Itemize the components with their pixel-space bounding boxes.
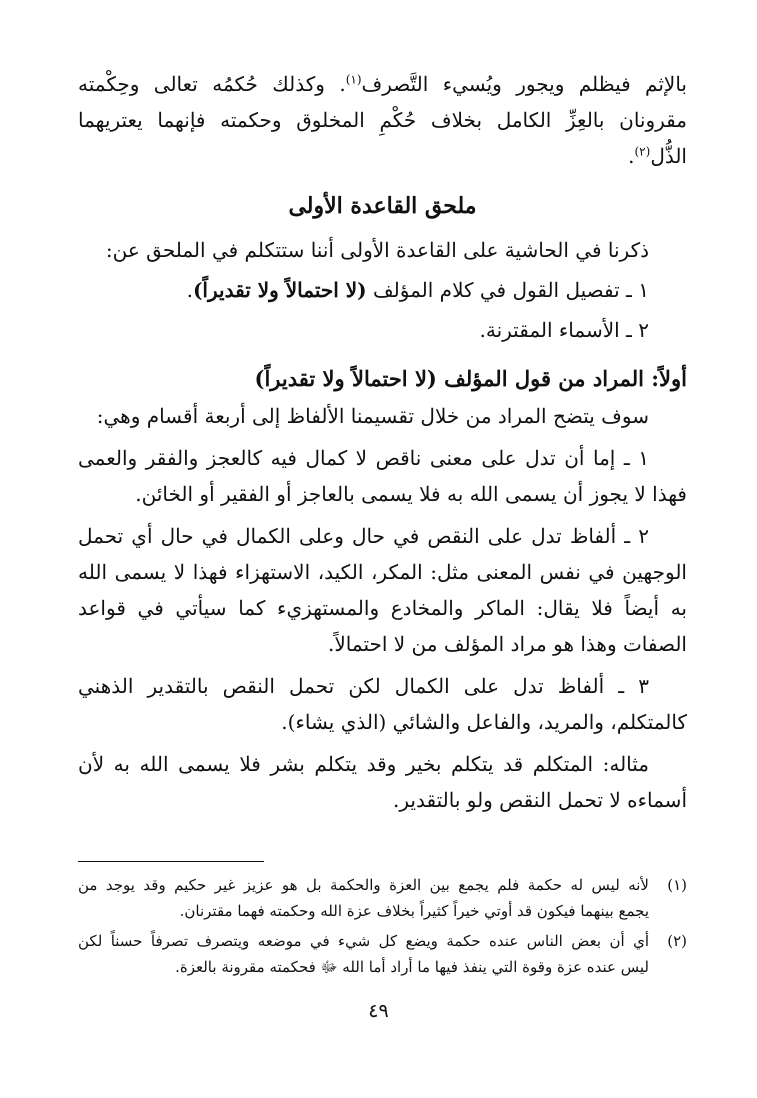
paragraph-3-line-3: به أيضاً فلا يقال: الماكر والمخادع والمستهزيء كما سيأتي في قواعد bbox=[78, 596, 687, 620]
intro-line-1 bbox=[78, 66, 687, 102]
intro-line-3-text: الذُّل bbox=[650, 144, 687, 168]
footnote-1 bbox=[78, 872, 687, 924]
paragraph-1: سوف يتضح المراد من خلال تقسيمنا الألفاظ إلى أربعة أقسام وهي: bbox=[96, 404, 649, 428]
footnote-2-line-1 bbox=[78, 928, 687, 954]
main-text bbox=[78, 398, 687, 818]
footnote-2 bbox=[78, 928, 687, 980]
appendix-list bbox=[78, 232, 687, 348]
paragraph-2-line-2: فهذا لا يجوز أن يسمى الله به فلا يسمى بالعاجز أو الفقير أو الخائن. bbox=[135, 482, 687, 506]
intro-line-2: مقرونان بالعِزِّ الكامل بخلاف حُكْمِ المخلوق وحكمته فإنهما يعتريهما bbox=[78, 108, 687, 132]
footnote-1-number: (١) bbox=[667, 876, 687, 894]
paragraph-4-line-1: ٣ ـ ألفاظ تدل على الكمال لكن تحمل النقص بالتقدير الذهني bbox=[78, 674, 649, 698]
footnote-divider bbox=[78, 861, 264, 862]
paragraph-4-line-2: كالمتكلم، والمريد، والفاعل والشائي (الذي يشاء). bbox=[281, 710, 687, 734]
intro-line-1-text: بالإثم فيظلم ويجور ويُسيء التَّصرف bbox=[361, 72, 687, 96]
appendix-intro: ذكرنا في الحاشية على القاعدة الأولى أننا ستتكلم في الملحق عن: bbox=[105, 238, 649, 262]
intro-line-3-tail: . bbox=[628, 144, 635, 168]
footnote-2-line-2: ليس عنده عزة وقوة التي ينفذ فيها ما أراد أما الله ﷻ فحكمته مقرونة بالعزة. bbox=[175, 958, 649, 976]
page-body bbox=[78, 66, 687, 818]
intro-paragraph bbox=[78, 66, 687, 174]
appendix-item-1-bold: (لا احتمالاً ولا تقديراً) bbox=[192, 278, 367, 302]
paragraph-3-line-2: الوجهين في نفس المعنى مثل: المكر، الكيد، الاستهزاء فهذا لا يسمى الله bbox=[78, 560, 687, 584]
footnote-ref-1[interactable]: (١) bbox=[345, 72, 362, 87]
footnotes bbox=[78, 872, 687, 980]
paragraph-3-line-4: الصفات وهذا هو مراد المؤلف من لا احتمالاً. bbox=[328, 632, 687, 656]
footnote-1-text-1: لأنه ليس له حكمة فلم يجمع بين العزة والحكمة بل هو عزيز غير حكيم وقد يوجد من bbox=[78, 876, 649, 894]
footnote-2-text-1: أي أن بعض الناس عنده حكمة ويضع كل شيء في موضعه ويتصرف تصرفاً حسناً لكن bbox=[78, 932, 649, 950]
intro-line-3 bbox=[78, 138, 687, 174]
footnote-ref-2[interactable]: (٢) bbox=[634, 144, 651, 159]
appendix-item-1-suffix: . bbox=[186, 278, 193, 302]
footnote-1-line-1 bbox=[78, 872, 687, 898]
page-number: ٤٩ bbox=[368, 1000, 389, 1022]
intro-line-1-tail: . وكذلك حُكمُه تعالى وحِكْمته bbox=[78, 72, 346, 96]
paragraph-5-line-1: مثاله: المتكلم قد يتكلم بخير وقد يتكلم بشر فلا يسمى الله به لأن bbox=[78, 752, 649, 776]
subheading: أولاً: المراد من قول المؤلف (لا احتمالاً ولا تقديراً) bbox=[254, 366, 687, 391]
appendix-item-1-prefix: ١ ـ تفصيل القول في كلام المؤلف bbox=[366, 278, 649, 302]
paragraph-5-line-2: أسماءه لا تحمل النقص ولو بالتقدير. bbox=[393, 788, 687, 812]
paragraph-3-line-1: ٢ ـ ألفاظ تدل على النقص في حال وعلى الكمال في حال أي تحمل bbox=[78, 524, 649, 548]
footnote-1-line-2: يجمع بينهما فيكون قد أوتي خيراً كثيراً بخلاف عزة الله وحكمته فهما مقترنان. bbox=[179, 902, 649, 920]
section-title: ملحق القاعدة الأولى bbox=[288, 193, 477, 219]
appendix-item-2: ٢ ـ الأسماء المقترنة. bbox=[479, 318, 649, 342]
appendix-item-1 bbox=[78, 272, 687, 308]
footnote-2-number: (٢) bbox=[667, 932, 687, 950]
paragraph-2-line-1: ١ ـ إما أن تدل على معنى ناقص لا كمال فيه كالعجز والفقر والعمى bbox=[78, 446, 649, 470]
